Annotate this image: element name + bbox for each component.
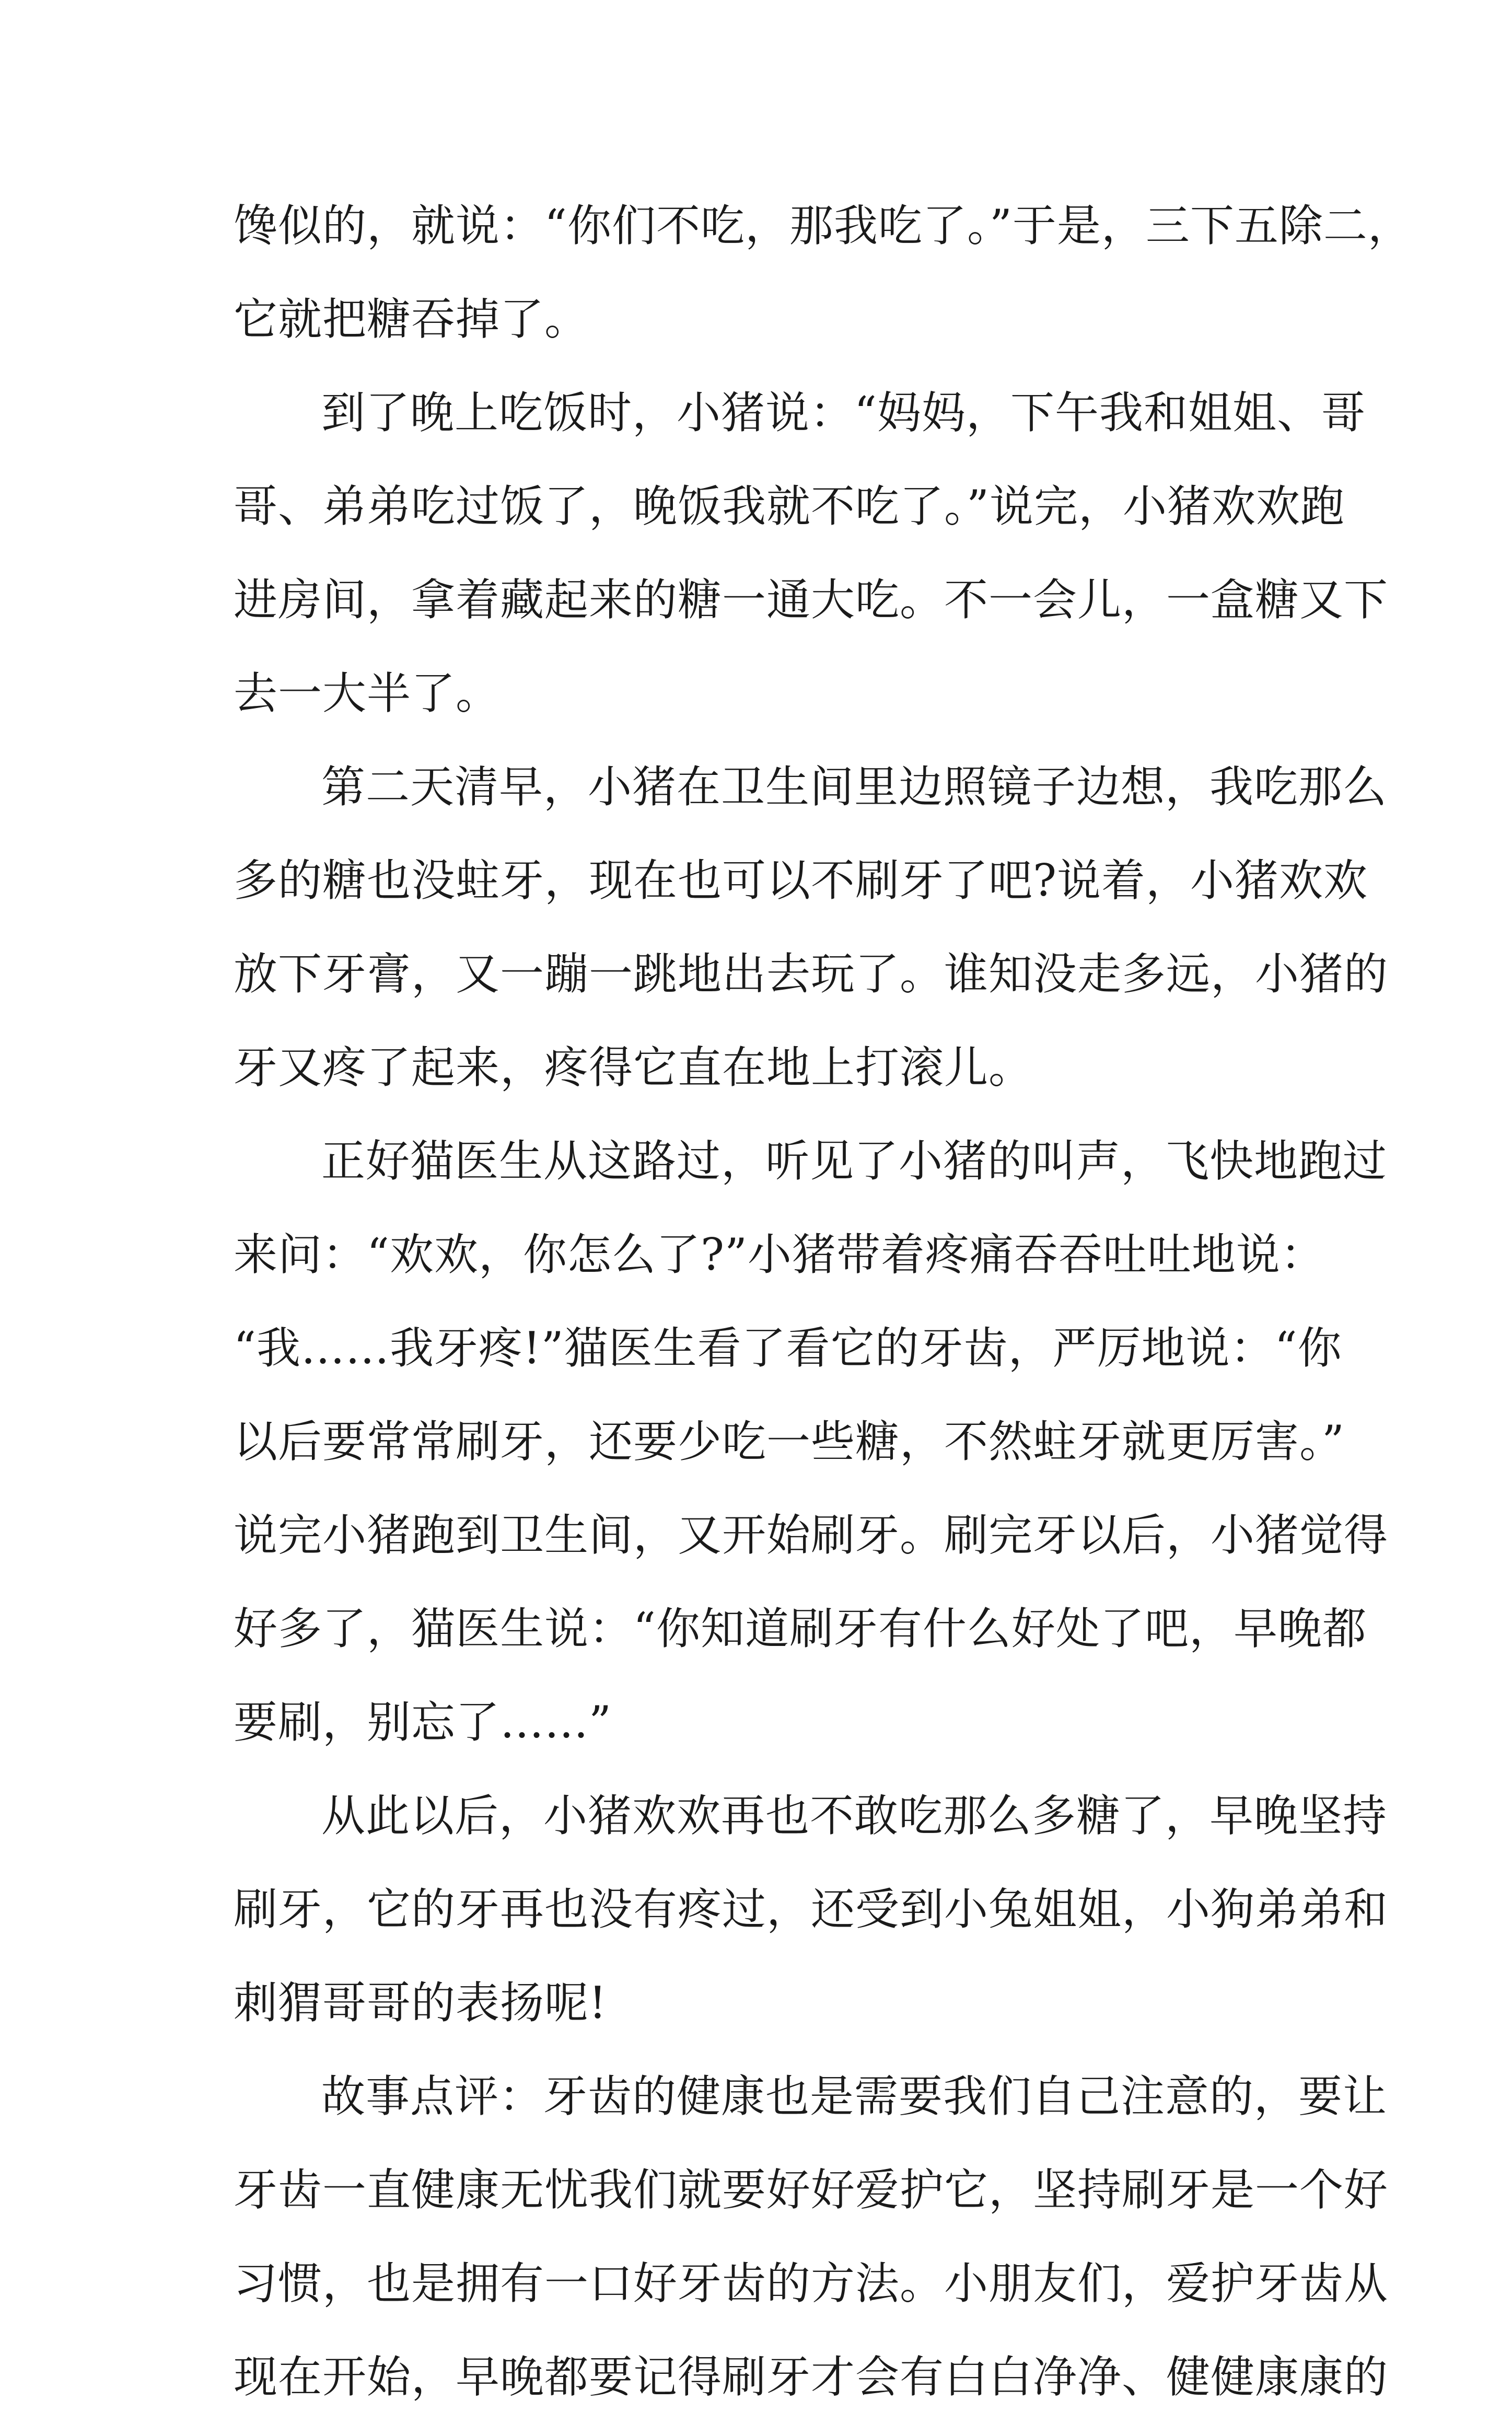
paragraph-4-line-4: 以后要常常刷牙，还要少吃一些糖，不然蛀牙就更厉害。” bbox=[234, 1416, 1345, 1467]
paragraph-3-line-4: 牙又疼了起来，疼得它直在地上打滚儿。 bbox=[234, 1042, 1033, 1093]
paragraph-6-line-2: 牙齿一直健康无忧我们就要好好爱护它，坚持刷牙是一个好 bbox=[234, 2164, 1389, 2216]
paragraph-5-line-2: 刷牙，它的牙再也没有疼过，还受到小兔姐姐，小狗弟弟和 bbox=[234, 1884, 1389, 1935]
paragraph-6-line-1: 故事点评：牙齿的健康也是需要我们自己注意的，要让 bbox=[321, 2071, 1388, 2122]
paragraph-1-line-1: 馋似的，就说：“你们不吃，那我吃了。”于是，三下五除二， bbox=[234, 200, 1412, 251]
paragraph-2-line-4: 去一大半了。 bbox=[234, 668, 501, 719]
paragraph-2-line-2: 哥、弟弟吃过饭了，晚饭我就不吃了。”说完，小猪欢欢跑 bbox=[234, 481, 1345, 532]
paragraph-6-line-4: 现在开始，早晚都要记得刷牙才会有白白净净、健健康康的 bbox=[234, 2351, 1389, 2403]
paragraph-3-line-3: 放下牙膏，又一蹦一跳地出去玩了。谁知没走多远，小猪的 bbox=[234, 948, 1389, 1000]
paragraph-4-line-7: 要刷，别忘了……” bbox=[234, 1697, 612, 1748]
paragraph-4-line-2: 来问：“欢欢，你怎么了?”小猪带着疼痛吞吞吐吐地说： bbox=[234, 1229, 1325, 1280]
paragraph-4-line-6: 好多了，猫医生说：“你知道刷牙有什么好处了吧，早晚都 bbox=[234, 1603, 1367, 1654]
paragraph-1-line-2: 它就把糖吞掉了。 bbox=[234, 294, 589, 345]
document-body bbox=[234, 179, 1412, 2424]
paragraph-4-line-5: 说完小猪跑到卫生间，又开始刷牙。刷完牙以后，小猪觉得 bbox=[234, 1510, 1389, 1561]
paragraph-4-line-1: 正好猫医生从这路过，听见了小猪的叫声，飞快地跑过 bbox=[321, 1135, 1388, 1187]
paragraph-3-line-1: 第二天清早，小猪在卫生间里边照镜子边想，我吃那么 bbox=[321, 761, 1388, 813]
paragraph-3-line-2: 多的糖也没蛀牙，现在也可以不刷牙了吧?说着，小猪欢欢 bbox=[234, 855, 1368, 906]
paragraph-5-line-3: 刺猬哥哥的表扬呢! bbox=[234, 1977, 607, 2028]
paragraph-2-line-1: 到了晚上吃饭时，小猪说：“妈妈，下午我和姐姐、哥 bbox=[321, 387, 1366, 438]
paragraph-2-line-3: 进房间，拿着藏起来的糖一通大吃。不一会儿，一盒糖又下 bbox=[234, 574, 1389, 625]
paragraph-5-line-1: 从此以后，小猪欢欢再也不敢吃那么多糖了，早晚坚持 bbox=[321, 1790, 1388, 1841]
paragraph-6-line-3: 习惯，也是拥有一口好牙齿的方法。小朋友们，爱护牙齿从 bbox=[234, 2258, 1389, 2309]
paragraph-4-line-3: “我……我牙疼!”猫医生看了看它的牙齿，严厉地说：“你 bbox=[234, 1323, 1342, 1374]
